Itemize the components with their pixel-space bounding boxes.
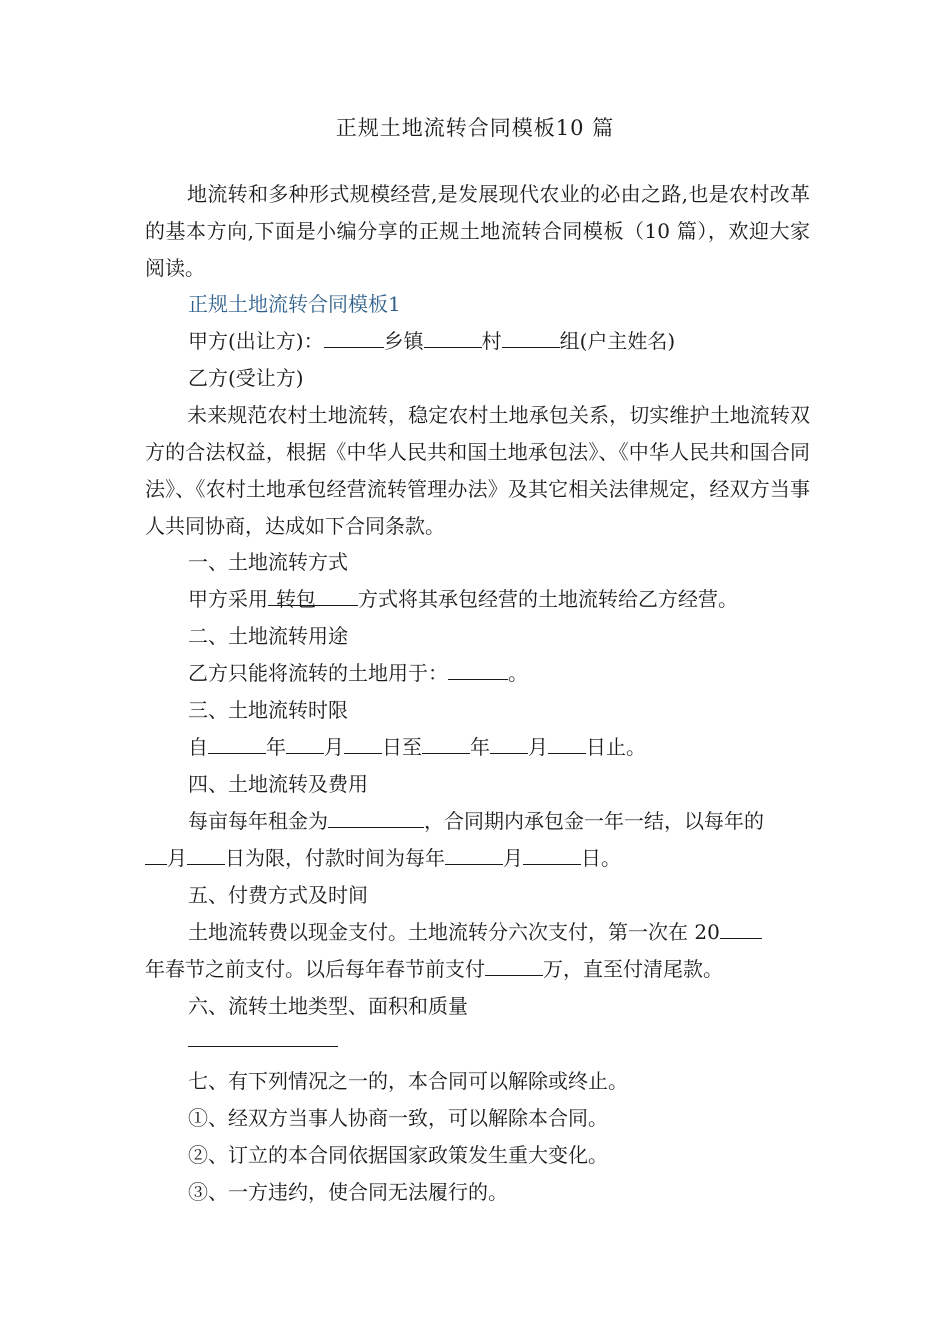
blank-field bbox=[720, 914, 762, 939]
blank-field bbox=[523, 840, 581, 865]
article-1-heading: 一、土地流转方式 bbox=[188, 550, 348, 574]
blank-field bbox=[344, 729, 382, 754]
blank-field bbox=[424, 323, 482, 348]
list-item: ③、一方违约，使合同无法履行的。 bbox=[188, 1180, 508, 1204]
article-5-line-1: 土地流转费以现金支付。土地流转分六次支付，第一次在 20 bbox=[188, 914, 853, 951]
blank-field bbox=[548, 729, 586, 754]
blank-field bbox=[490, 729, 528, 754]
blank-field bbox=[485, 951, 543, 976]
blank-field bbox=[502, 323, 560, 348]
blank-field bbox=[286, 729, 324, 754]
blank-field bbox=[268, 581, 276, 606]
blank-field bbox=[422, 729, 470, 754]
blank-field bbox=[187, 840, 225, 865]
article-4-line-2: 月 日为限，付款时间为每年 月 日。 bbox=[145, 840, 810, 877]
blank-field bbox=[328, 803, 424, 828]
article-2-text: 乙方只能将流转的土地用于： 。 bbox=[188, 655, 853, 692]
article-6-heading: 六、流转土地类型、面积和质量 bbox=[188, 994, 468, 1018]
list-item: ①、经双方当事人协商一致，可以解除本合同。 bbox=[188, 1106, 608, 1130]
party-b-line: 乙方(受让方) bbox=[188, 366, 304, 390]
intro-paragraph: 地流转和多种形式规模经营,是发展现代农业的必由之路,也是农村改革的基本方向,下面是小编分享的正规土地流转合同模板（10 篇），欢迎大家阅读。 bbox=[145, 182, 810, 280]
article-4-heading: 四、土地流转及费用 bbox=[188, 772, 368, 796]
article-2-heading: 二、土地流转用途 bbox=[188, 624, 348, 648]
article-5-line-2: 年春节之前支付。以后每年春节前支付 万，直至付清尾款。 bbox=[145, 951, 810, 988]
article-1-text: 甲方采用 转包 方式将其承包经营的土地流转给乙方经营。 bbox=[188, 581, 853, 618]
section-heading: 正规土地流转合同模板1 bbox=[188, 292, 401, 316]
article-5-heading: 五、付费方式及时间 bbox=[188, 883, 368, 907]
blank-field bbox=[208, 729, 266, 754]
list-item: ②、订立的本合同依据国家政策发生重大变化。 bbox=[188, 1143, 608, 1167]
party-a-village: 村 bbox=[481, 329, 502, 353]
preamble-paragraph: 未来规范农村土地流转，稳定农村土地承包关系，切实维护土地流转双方的合法权益，根据《中华人民共和国土地承包法》、《中华人民共和国合同法》、《农村土地承包经营流转管理办法》及其它相关法律规定，经双方当事人共同协商，达成如下合同条款。 bbox=[145, 403, 810, 538]
article-7-heading: 七、有下列情况之一的，本合同可以解除或终止。 bbox=[188, 1069, 628, 1093]
blank-field bbox=[145, 840, 167, 865]
blank-field bbox=[448, 655, 508, 680]
document-title: 正规土地流转合同模板10 篇 bbox=[335, 116, 615, 140]
party-a-group: 组(户主姓名) bbox=[559, 329, 676, 353]
article-3-text: 自 年 月 日至 年 月 日止。 bbox=[188, 729, 853, 766]
article-3-heading: 三、土地流转时限 bbox=[188, 698, 348, 722]
article-4-line-1: 每亩每年租金为 ，合同期内承包金一年一结，以每年的 bbox=[188, 803, 853, 840]
party-a-label: 甲方(出让方)： bbox=[188, 329, 324, 353]
article-1-value: 转包 bbox=[276, 581, 316, 606]
blank-field bbox=[316, 581, 358, 606]
blank-field bbox=[445, 840, 503, 865]
party-a-line bbox=[188, 323, 853, 360]
blank-field bbox=[324, 323, 384, 348]
blank-line bbox=[188, 1046, 338, 1047]
party-a-town: 乡镇 bbox=[383, 329, 424, 353]
